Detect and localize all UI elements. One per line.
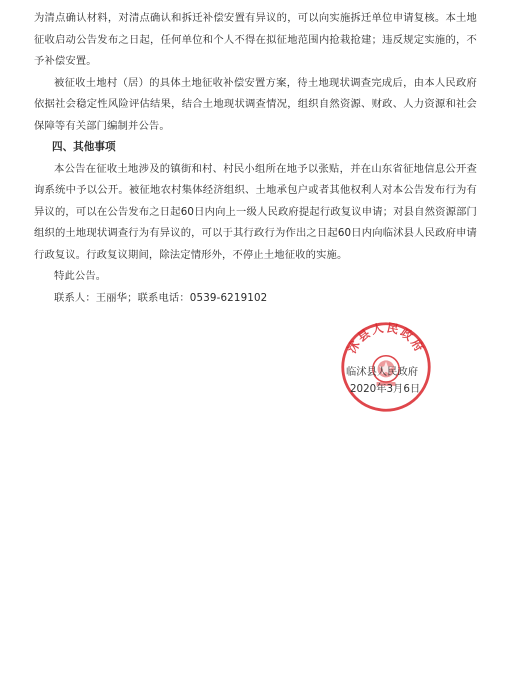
paragraph-compensation-plan: 被征收土地村（居）的具体土地征收补偿安置方案，待土地现状调查完成后，由本人民政府依据社会稳定性风险评估结果，结合土地现状调查情况，组织自然资源、财政、人力资源和社会保障等有关部门编制并公告。 — [34, 76, 477, 132]
contact-line: 联系人：王丽华；联系电话：0539-6219102 — [54, 291, 268, 304]
issuing-authority: 临沭县人民政府 — [346, 366, 419, 378]
paragraph-compensation-review: 为清点确认材料，对清点确认和拆迁补偿安置有异议的，可以向实施拆迁单位申请复核。本土地征收启动公告发布之日起，任何单位和个人不得在拟征地范围内抢栽抢建；违反规定实施的，不予补偿安置。 — [34, 12, 477, 67]
issue-date: 2020年3月6日 — [350, 383, 421, 395]
section-heading-other-matters: 四、其他事项 — [52, 141, 116, 153]
document-body — [34, 8, 477, 309]
svg-text:沭县人民政府: 沭县人民政府 — [344, 320, 428, 356]
paragraph-publication-appeal: 本公告在征收土地涉及的镇街和村、村民小组所在地予以张贴，并在山东省征地信息公开查询系统中予以公开。被征地农村集体经济组织、土地承包户或者其他权利人对本公告发布行为有异议的，可以在公告发布之日起60日内向上一级人民政府提起行政复议申请；对县自然资源部门组织的土地现状调查行为有异议的，可以于其行政行为作出之日起60日内向临沭县人民政府申请行政复议。行政复议期间，除法定情形外，不停止土地征收的实施。 — [34, 162, 477, 261]
signature-block — [346, 364, 466, 398]
paragraph-hereby-announced: 特此公告。 — [54, 270, 107, 282]
